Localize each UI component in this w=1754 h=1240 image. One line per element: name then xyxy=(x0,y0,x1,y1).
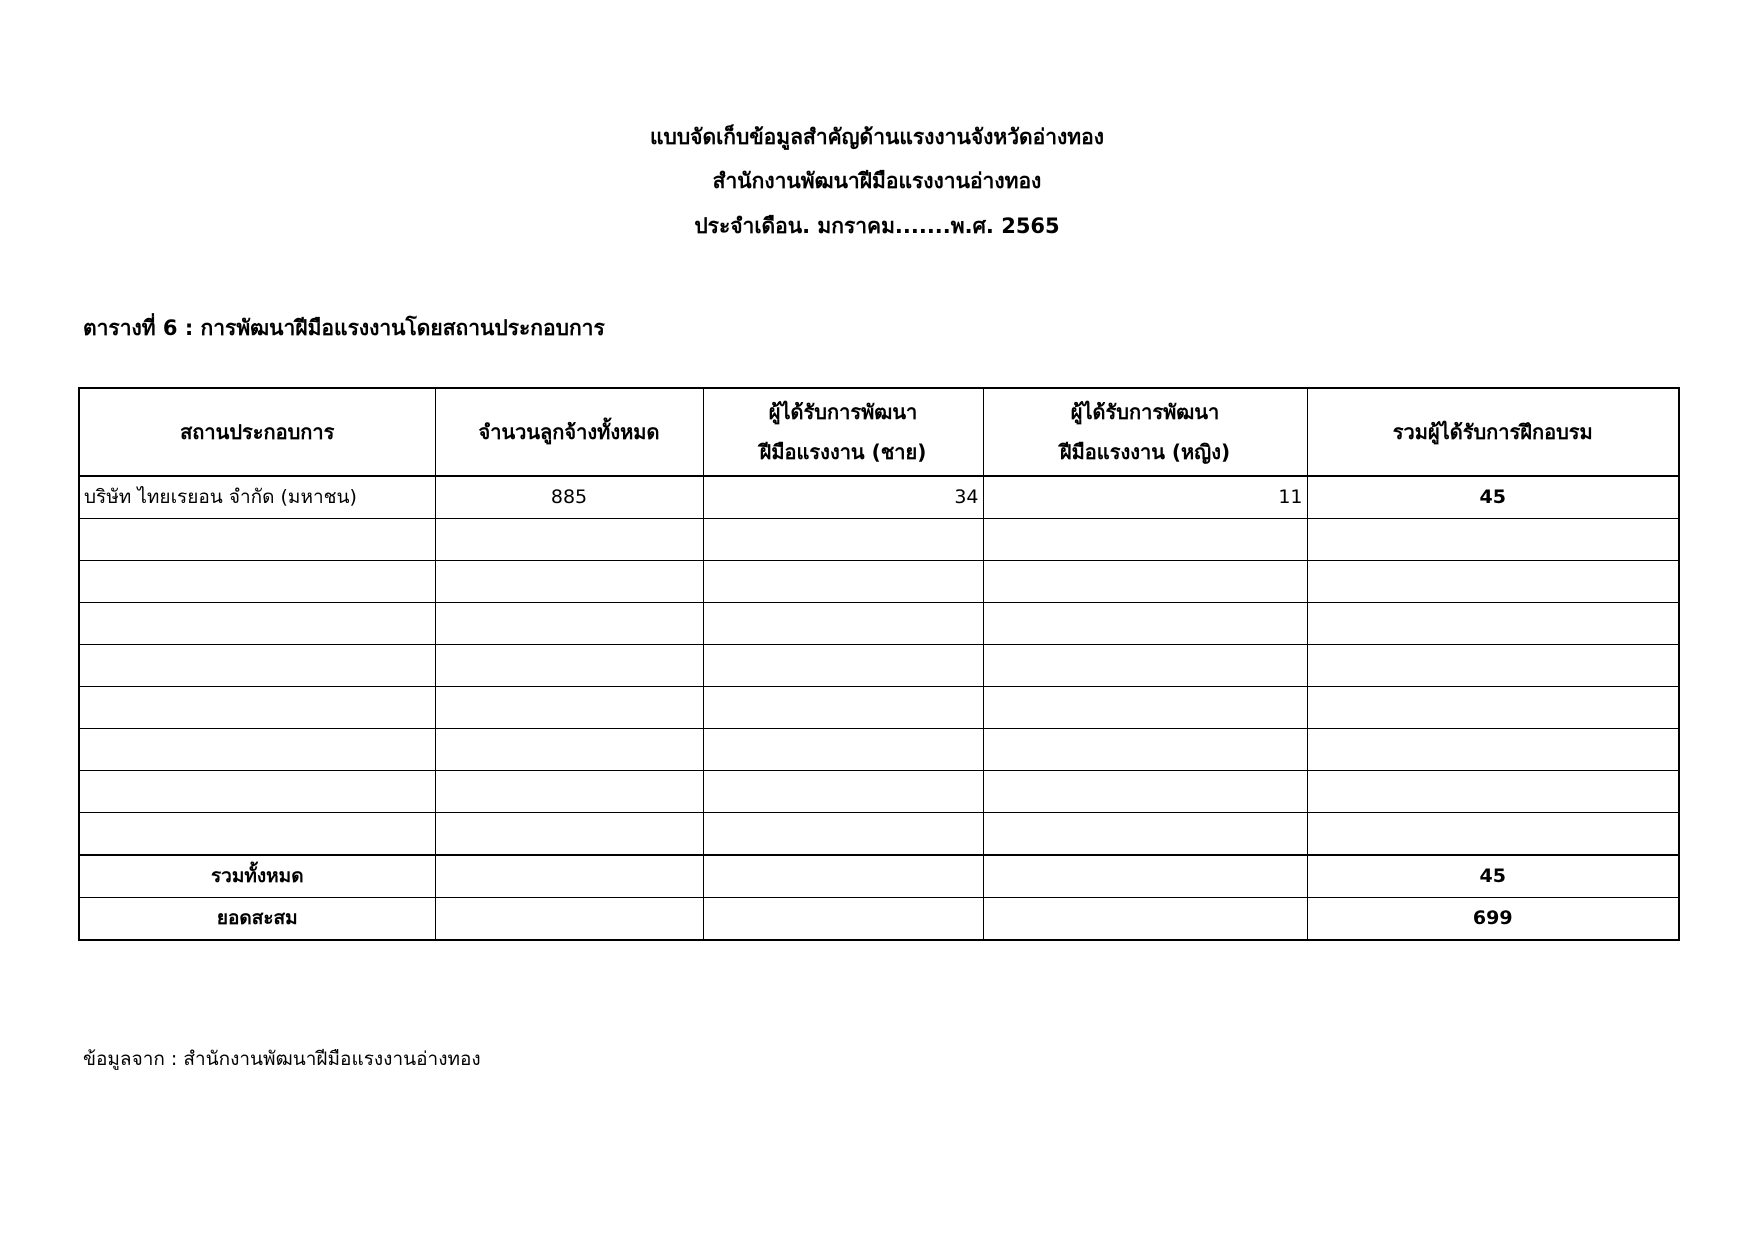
table-row xyxy=(79,603,1679,645)
cell-trained-male xyxy=(703,519,983,561)
table-row xyxy=(79,519,1679,561)
skill-development-table xyxy=(78,387,1680,941)
column-header-total-employees xyxy=(435,388,703,476)
cell-trained-male: 34 xyxy=(703,476,983,519)
cell-trained-male xyxy=(703,603,983,645)
total-total-employees xyxy=(435,855,703,898)
form-title: แบบจัดเก็บข้อมูลสำคัญด้านแรงงานจังหวัดอ่างทอง xyxy=(649,125,1105,149)
cumulative-total-trained: 699 xyxy=(1307,898,1679,941)
column-header-trained-female xyxy=(983,388,1307,476)
cumulative-total-employees xyxy=(435,898,703,941)
source-note: ข้อมูลจาก : สำนักงานพัฒนาฝีมือแรงงานอ่างทอง xyxy=(83,1048,481,1070)
table-row xyxy=(79,561,1679,603)
cell-trained-male xyxy=(703,561,983,603)
cell-total-employees xyxy=(435,771,703,813)
cell-total-employees xyxy=(435,561,703,603)
cell-total-trained xyxy=(1307,687,1679,729)
table-title: ตารางที่ 6 : การพัฒนาฝีมือแรงงานโดยสถานประกอบการ xyxy=(83,316,605,340)
cell-trained-female xyxy=(983,687,1307,729)
cell-total-employees xyxy=(435,687,703,729)
table-header-row xyxy=(79,388,1679,476)
cell-establishment xyxy=(79,813,435,856)
column-header-sublabel: ฝีมือแรงงาน (ชาย) xyxy=(759,440,927,464)
cell-total-trained xyxy=(1307,771,1679,813)
column-header-trained-male xyxy=(703,388,983,476)
cell-trained-female: 11 xyxy=(983,476,1307,519)
table-row xyxy=(79,771,1679,813)
cumulative-row xyxy=(79,898,1679,941)
column-header-label: จำนวนลูกจ้างทั้งหมด xyxy=(478,420,660,444)
cell-trained-female xyxy=(983,771,1307,813)
cell-total-employees: 885 xyxy=(435,476,703,519)
cell-total-trained: 45 xyxy=(1307,476,1679,519)
cell-trained-female xyxy=(983,813,1307,856)
total-row xyxy=(79,855,1679,898)
cell-trained-male xyxy=(703,729,983,771)
cumulative-trained-male xyxy=(703,898,983,941)
cell-establishment xyxy=(79,729,435,771)
cell-establishment xyxy=(79,561,435,603)
cell-total-employees xyxy=(435,813,703,856)
cell-total-trained xyxy=(1307,519,1679,561)
cell-trained-female xyxy=(983,645,1307,687)
cell-trained-female xyxy=(983,519,1307,561)
cell-total-trained xyxy=(1307,645,1679,687)
table-row xyxy=(79,687,1679,729)
table-row xyxy=(79,729,1679,771)
cell-establishment xyxy=(79,603,435,645)
cell-total-trained xyxy=(1307,813,1679,856)
column-header-label: ผู้ได้รับการพัฒนา xyxy=(768,400,918,424)
cell-trained-male xyxy=(703,687,983,729)
total-total-trained: 45 xyxy=(1307,855,1679,898)
column-header-label: รวมผู้ได้รับการฝึกอบรม xyxy=(1392,420,1593,444)
cell-trained-male xyxy=(703,645,983,687)
cell-establishment: บริษัท ไทยเรยอน จำกัด (มหาชน) xyxy=(79,476,435,519)
cell-establishment xyxy=(79,519,435,561)
cell-trained-female xyxy=(983,561,1307,603)
cell-total-trained xyxy=(1307,561,1679,603)
cell-total-employees xyxy=(435,645,703,687)
cell-trained-male xyxy=(703,771,983,813)
cell-total-employees xyxy=(435,603,703,645)
office-name: สำนักงานพัฒนาฝีมือแรงงานอ่างทอง xyxy=(712,169,1042,193)
column-header-establishment xyxy=(79,388,435,476)
cell-total-employees xyxy=(435,519,703,561)
cell-establishment xyxy=(79,645,435,687)
total-row-label: รวมทั้งหมด xyxy=(79,855,435,898)
table-row xyxy=(79,813,1679,856)
column-header-label: ผู้ได้รับการพัฒนา xyxy=(1070,400,1220,424)
report-period: ประจำเดือน. มกราคม.......พ.ศ. 2565 xyxy=(694,214,1060,238)
table-row xyxy=(79,476,1679,519)
total-trained-female xyxy=(983,855,1307,898)
cell-establishment xyxy=(79,687,435,729)
cell-total-trained xyxy=(1307,729,1679,771)
cell-trained-male xyxy=(703,813,983,856)
cell-trained-female xyxy=(983,603,1307,645)
column-header-total-trained xyxy=(1307,388,1679,476)
cumulative-trained-female xyxy=(983,898,1307,941)
column-header-sublabel: ฝีมือแรงงาน (หญิง) xyxy=(1059,440,1231,464)
cell-total-trained xyxy=(1307,603,1679,645)
cell-total-employees xyxy=(435,729,703,771)
cell-trained-female xyxy=(983,729,1307,771)
total-trained-male xyxy=(703,855,983,898)
table-row xyxy=(79,645,1679,687)
cumulative-row-label: ยอดสะสม xyxy=(79,898,435,941)
cell-establishment xyxy=(79,771,435,813)
column-header-label: สถานประกอบการ xyxy=(180,420,335,444)
